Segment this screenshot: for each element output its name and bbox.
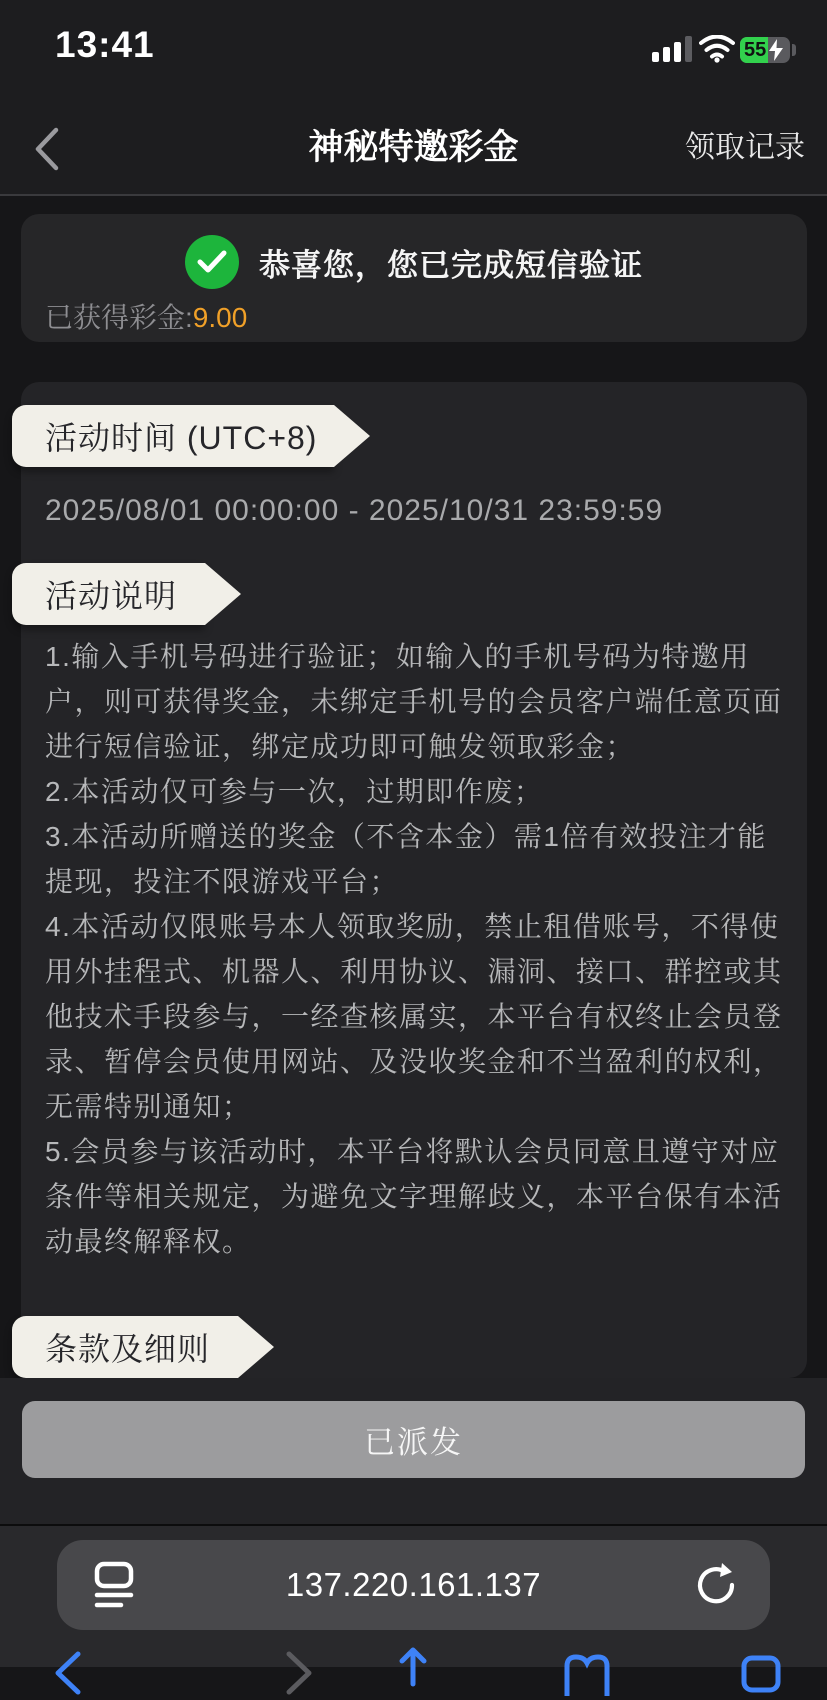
battery-percent: 55 xyxy=(744,39,767,61)
activity-time-range: 2025/08/01 00:00:00 - 2025/10/31 23:59:59 xyxy=(45,494,664,527)
battery-indicator xyxy=(740,37,790,63)
dispatched-button[interactable]: 已派发 xyxy=(22,1401,805,1478)
terms-ribbon xyxy=(12,1316,238,1378)
bonus-line xyxy=(45,296,247,336)
activity-rules xyxy=(45,634,787,1264)
url-text: 137.220.161.137 xyxy=(285,1566,542,1603)
bonus-label: 已获得彩金: xyxy=(45,302,193,333)
rule-item: 2.本活动仅可参与一次，过期即作废； xyxy=(45,776,544,807)
address-bar[interactable] xyxy=(57,1540,770,1630)
bonus-value: 9.00 xyxy=(192,302,248,333)
success-card xyxy=(21,214,807,342)
cellular-signal-icon xyxy=(652,36,694,62)
activity-time-ribbon xyxy=(12,405,334,467)
reload-icon[interactable] xyxy=(692,1560,742,1610)
status-bar xyxy=(0,0,827,100)
share-icon[interactable] xyxy=(395,1644,431,1700)
rule-item: 5.会员参与该活动时，本平台将默认会员同意且遵守对应条件等相关规定，为避免文字理解歧义，本平台保有本活动最终解释权。 xyxy=(45,1136,783,1257)
browser-back-icon[interactable] xyxy=(48,1650,84,1696)
clock: 13:41 xyxy=(55,24,155,65)
rule-item: 1.输入手机号码进行验证；如输入的手机号码为特邀用户，则可获得奖金，未绑定手机号的会员客户端任意页面进行短信验证，绑定成功即可触发领取彩金； xyxy=(45,641,783,762)
activity-desc-ribbon-label: 活动说明 xyxy=(45,578,178,614)
nav-bar xyxy=(0,100,827,196)
page-title: 神秘特邀彩金 xyxy=(308,128,519,167)
bookmarks-icon[interactable] xyxy=(563,1652,611,1696)
terms-ribbon-label: 条款及细则 xyxy=(45,1331,211,1367)
success-message: 恭喜您，您已完成短信验证 xyxy=(259,247,643,283)
rule-item: 3.本活动所赠送的奖金（不含本金）需1倍有效投注才能提现，投注不限游戏平台； xyxy=(45,821,767,897)
action-bar xyxy=(0,1378,827,1524)
charging-bolt-icon xyxy=(767,38,785,62)
success-check-icon xyxy=(185,235,239,289)
claim-records-link[interactable]: 领取记录 xyxy=(685,131,805,164)
browser-forward-icon[interactable] xyxy=(283,1650,319,1696)
success-row xyxy=(21,234,807,290)
browser-toolbar xyxy=(0,1524,827,1667)
activity-desc-ribbon xyxy=(12,563,205,625)
activity-time-ribbon-label: 活动时间 (UTC+8) xyxy=(45,420,318,456)
wifi-icon xyxy=(699,35,735,63)
battery-cap xyxy=(792,44,796,56)
activity-card xyxy=(21,382,807,1378)
rule-item: 4.本活动仅限账号本人领取奖励，禁止租借账号，不得使用外挂程式、机器人、利用协议、漏洞、接口、群控或其他技术手段参与，一经查核属实，本平台有权终止会员登录、暂停会员使用网站、及没收奖金和不当盈利的权利，无需特别通知； xyxy=(45,911,783,1122)
tabs-icon[interactable] xyxy=(740,1654,782,1694)
